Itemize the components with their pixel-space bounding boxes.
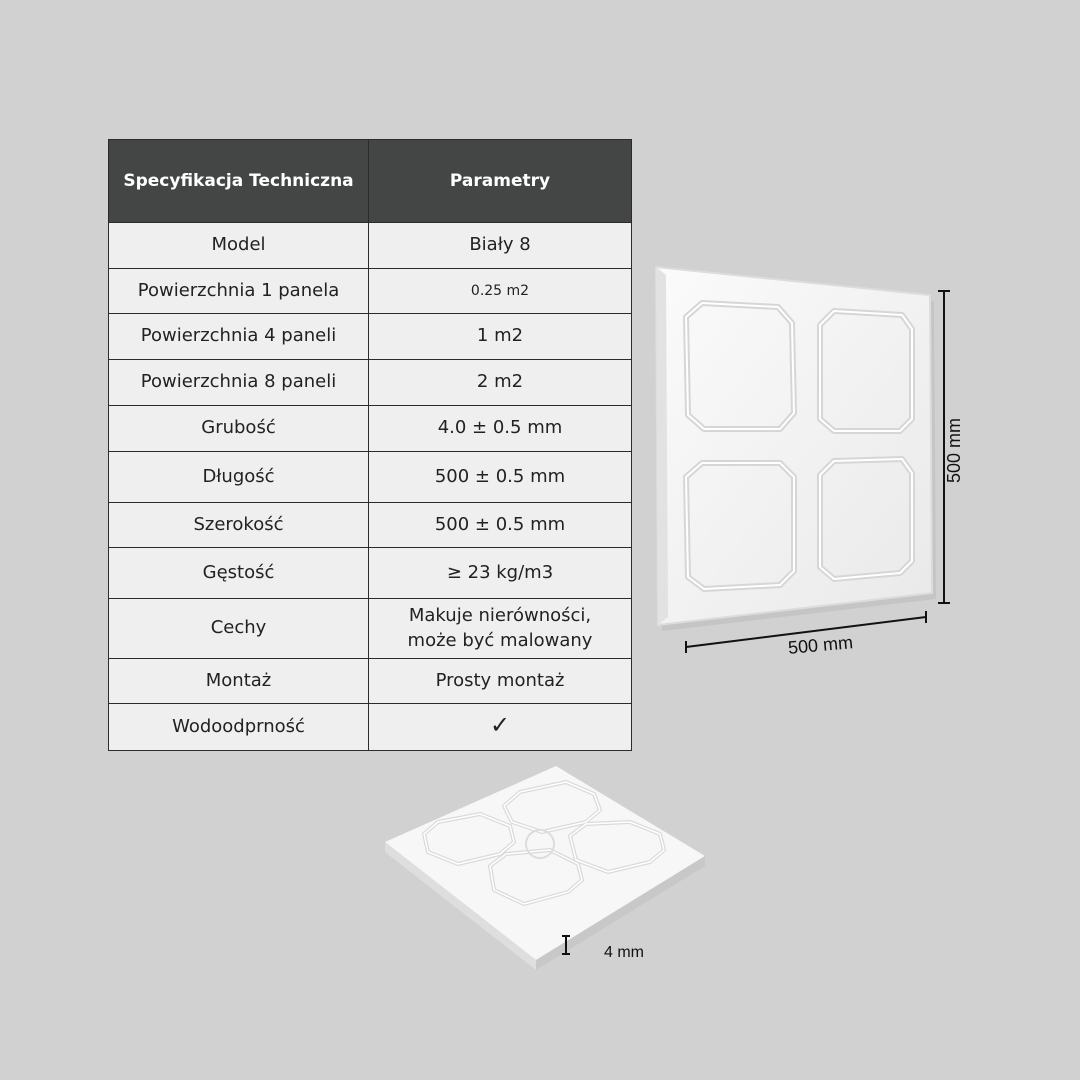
row-label: Powierzchnia 1 panela [109,269,369,314]
row-value: 0.25 m2 [369,269,632,314]
header-params: Parametry [369,140,632,223]
row-value: ≥ 23 kg/m3 [369,548,632,599]
row-label: Wodoodprność [109,704,369,751]
row-label: Grubość [109,406,369,452]
table-row [109,503,632,548]
spec-table [108,139,632,751]
table-row [109,704,632,751]
row-value: 2 m2 [369,360,632,406]
row-value-line2: może być malowany [407,629,593,651]
table-row [109,548,632,599]
row-label: Model [109,223,369,269]
row-value-line1: Makuje nierówności, [408,605,592,627]
row-label: Długość [109,452,369,503]
table-row [109,659,632,704]
panel-front-image [640,255,980,665]
row-label: Cechy [109,599,369,659]
table-row [109,314,632,360]
row-value: Prosty montaż [369,659,632,704]
header-spec: Specyfikacja Techniczna [109,140,369,223]
panel-perspective-image [380,760,720,980]
width-dimension-label: 500 mm [787,632,854,658]
row-value: 4.0 ± 0.5 mm [369,406,632,452]
table-row [109,223,632,269]
table-row [109,360,632,406]
row-value [369,704,632,751]
row-label: Powierzchnia 4 paneli [109,314,369,360]
row-value: 1 m2 [369,314,632,360]
table-row [109,452,632,503]
row-label: Montaż [109,659,369,704]
row-value [369,599,632,659]
row-value: Biały 8 [369,223,632,269]
checkmark-icon: ✓ [489,711,511,740]
table-row [109,269,632,314]
row-label: Szerokość [109,503,369,548]
height-dimension-label: 500 mm [944,417,965,484]
table-row [109,599,632,659]
row-value: 500 ± 0.5 mm [369,452,632,503]
row-label: Powierzchnia 8 paneli [109,360,369,406]
table-row [109,406,632,452]
row-value: 500 ± 0.5 mm [369,503,632,548]
thickness-dimension-label: 4 mm [604,944,644,961]
table-header-row [109,140,632,223]
row-label: Gęstość [109,548,369,599]
